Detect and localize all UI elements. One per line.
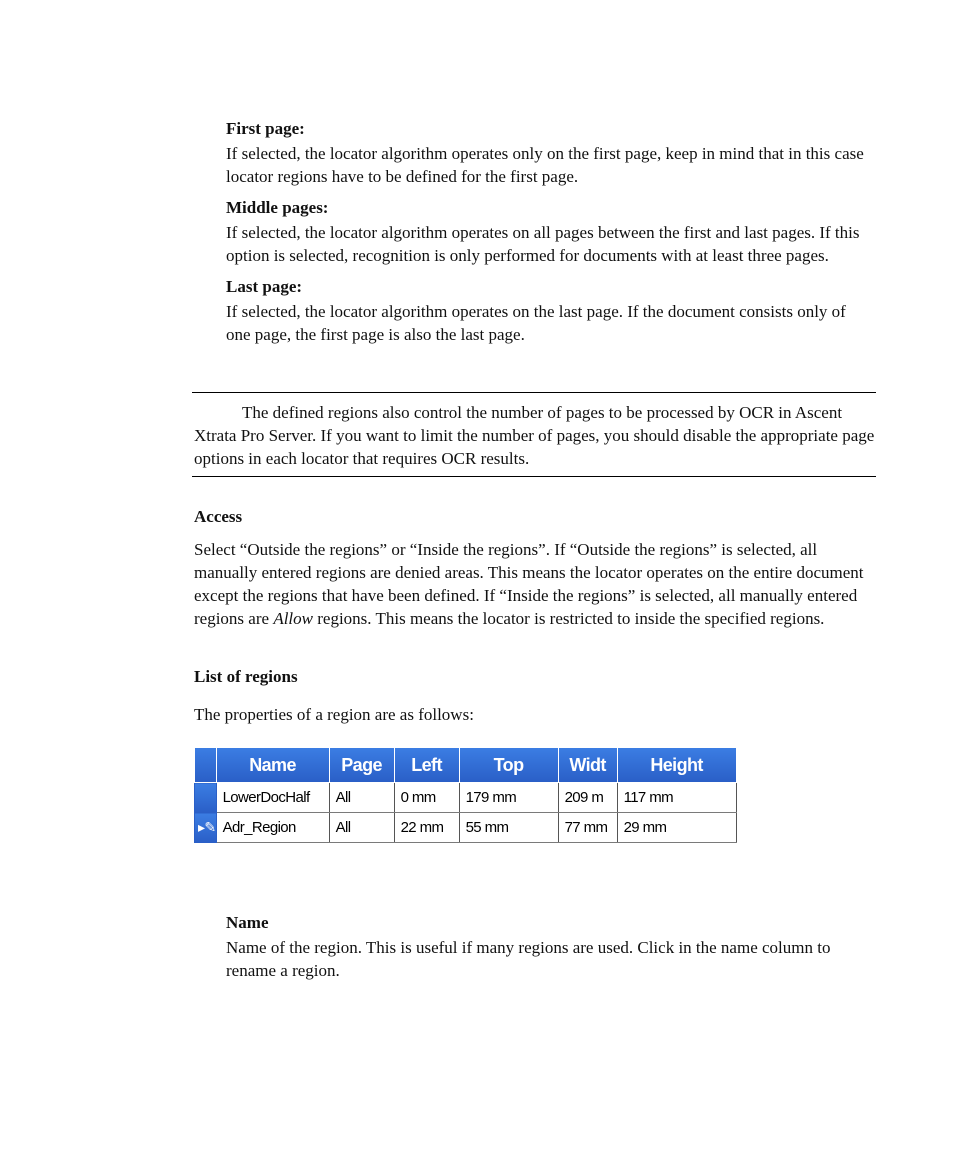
access-text-allow: Allow: [273, 609, 313, 628]
access-text-after: regions. This means the locator is restricted to inside the specified regions.: [312, 609, 825, 628]
note-box: [192, 392, 876, 477]
row-selector[interactable]: [195, 813, 217, 843]
middle-pages-term: Middle pages:: [226, 198, 329, 217]
cell-width[interactable]: 209 m: [558, 783, 617, 813]
cell-top[interactable]: 179 mm: [459, 783, 558, 813]
column-header-height[interactable]: Height: [617, 748, 736, 783]
access-text-before: Select “Outside the regions” or “Inside the regions”. If “Outside the regions” is selected, all manually entered regions are denied areas. This means the locator operates on the entire document except the regions that have been defined. If “Inside the regions” is selected, all manually entered regions are: [194, 540, 864, 628]
last-page-desc: If selected, the locator algorithm operates on the last page. If the document consists only of one page, the first page is also the last page.: [226, 302, 846, 344]
cell-height[interactable]: 29 mm: [617, 813, 736, 843]
access-text: [194, 538, 874, 630]
pencil-edit-arrow-icon: ▸✎: [198, 819, 216, 835]
first-page-desc: If selected, the locator algorithm operates only on the first page, keep in mind that in this case locator regions have to be defined for the first page.: [226, 144, 864, 186]
cell-page[interactable]: All: [329, 783, 394, 813]
access-section: [194, 505, 874, 630]
middle-pages-def: [226, 196, 866, 267]
cell-name[interactable]: LowerDocHalf: [216, 783, 329, 813]
row-selector-header[interactable]: [195, 748, 217, 783]
page-options-list: [226, 117, 866, 346]
middle-pages-desc: If selected, the locator algorithm operates on all pages between the first and last pages. If this option is selected, recognition is only performed for documents with at least three pages.: [226, 223, 860, 265]
first-page-def: [226, 117, 866, 188]
column-header-width[interactable]: Widt: [558, 748, 617, 783]
column-header-page[interactable]: Page: [329, 748, 394, 783]
cell-top[interactable]: 55 mm: [459, 813, 558, 843]
row-selector[interactable]: [195, 783, 217, 813]
first-page-term: First page:: [226, 119, 305, 138]
table-row[interactable]: [195, 783, 737, 813]
cell-height[interactable]: 117 mm: [617, 783, 736, 813]
table-row[interactable]: [195, 813, 737, 843]
regions-table[interactable]: [194, 748, 737, 843]
column-header-top[interactable]: Top: [459, 748, 558, 783]
cell-left[interactable]: 0 mm: [394, 783, 459, 813]
last-page-term: Last page:: [226, 277, 303, 296]
cell-page[interactable]: All: [329, 813, 394, 843]
name-def: [226, 911, 866, 982]
cell-name[interactable]: Adr_Region: [216, 813, 329, 843]
regions-list-heading: List of regions: [194, 667, 298, 686]
name-desc: Name of the region. This is useful if many regions are used. Click in the name column to rename a region.: [226, 938, 831, 980]
last-page-def: [226, 275, 866, 346]
table-header-row: [195, 748, 737, 783]
note-text: The defined regions also control the number of pages to be processed by OCR in Ascent Xtrata Pro Server. If you want to limit the number of pages, you should disable the appropriate page options in each locator that requires OCR results.: [194, 403, 875, 468]
cell-width[interactable]: 77 mm: [558, 813, 617, 843]
name-term: Name: [226, 913, 269, 932]
column-header-left[interactable]: Left: [394, 748, 459, 783]
cell-left[interactable]: 22 mm: [394, 813, 459, 843]
column-header-name[interactable]: Name: [216, 748, 329, 783]
regions-list-section: [194, 665, 874, 726]
regions-list-intro: The properties of a region are as follows:: [194, 705, 474, 724]
access-heading: Access: [194, 507, 243, 526]
